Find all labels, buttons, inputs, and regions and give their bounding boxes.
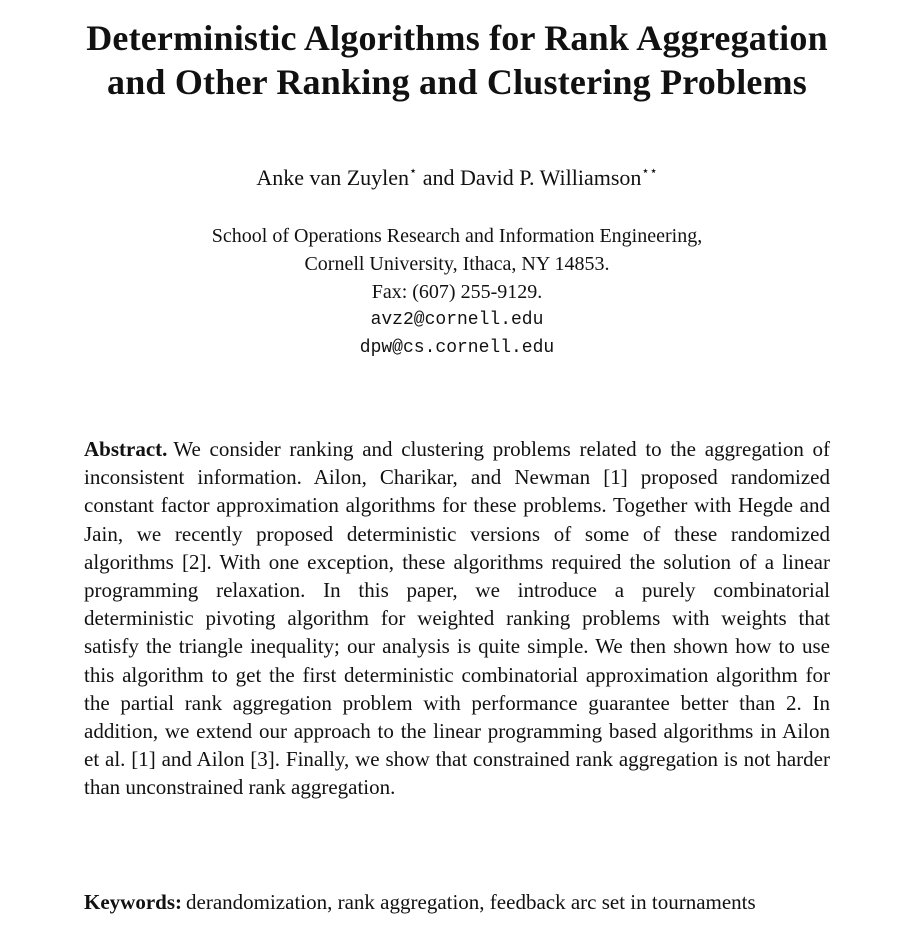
author-connector: and xyxy=(417,165,460,190)
keywords-text: derandomization, rank aggregation, feedback arc set in tournaments xyxy=(186,890,756,914)
author-footnote-mark: ⋆ xyxy=(409,162,418,178)
author-footnote-mark: ⋆⋆ xyxy=(641,162,658,178)
keywords xyxy=(84,888,830,916)
author-email: avz2@cornell.edu xyxy=(370,310,544,330)
author-email: dpw@cs.cornell.edu xyxy=(359,338,555,358)
fax-number: Fax: (607) 255-9129. xyxy=(371,281,543,303)
keywords-label: Keywords: xyxy=(84,890,182,914)
affiliation-line: School of Operations Research and Information Engineering, xyxy=(211,225,703,247)
title-line-2: and Other Ranking and Clustering Problems xyxy=(107,62,807,102)
affiliation-line: Cornell University, Ithaca, NY 14853. xyxy=(304,253,610,275)
abstract-label: Abstract. xyxy=(84,437,168,461)
affiliation-block xyxy=(0,222,914,362)
paper-title xyxy=(0,16,914,104)
author-name: Anke van Zuylen xyxy=(256,165,410,190)
title-line-1: Deterministic Algorithms for Rank Aggregation xyxy=(86,18,828,58)
author-list xyxy=(0,164,914,192)
abstract xyxy=(84,435,830,802)
author-name: David P. Williamson xyxy=(459,165,642,190)
abstract-text: We consider ranking and clustering problems related to the aggregation of inconsistent information. Ailon, Charikar, and Newman [1] proposed randomized constant factor approximation algorithms for these problems. Together with Hegde and Jain, we recently proposed deterministic versions of some of these randomized algorithms [2]. With one exception, these algorithms required the solution of a linear programming relaxation. In this paper, we introduce a purely combinatorial deterministic pivoting algorithm for weighted ranking problems with weights that satisfy the triangle inequality; our analysis is quite simple. We then shown how to use this algorithm to get the first deterministic combinatorial approximation algorithm for the partial rank aggregation problem with performance guarantee better than 2. In addition, we extend our approach to the linear programming based algorithms in Ailon et al. [1] and Ailon [3]. Finally, we show that constrained rank aggregation is not harder than unconstrained rank aggregation. xyxy=(84,437,830,800)
